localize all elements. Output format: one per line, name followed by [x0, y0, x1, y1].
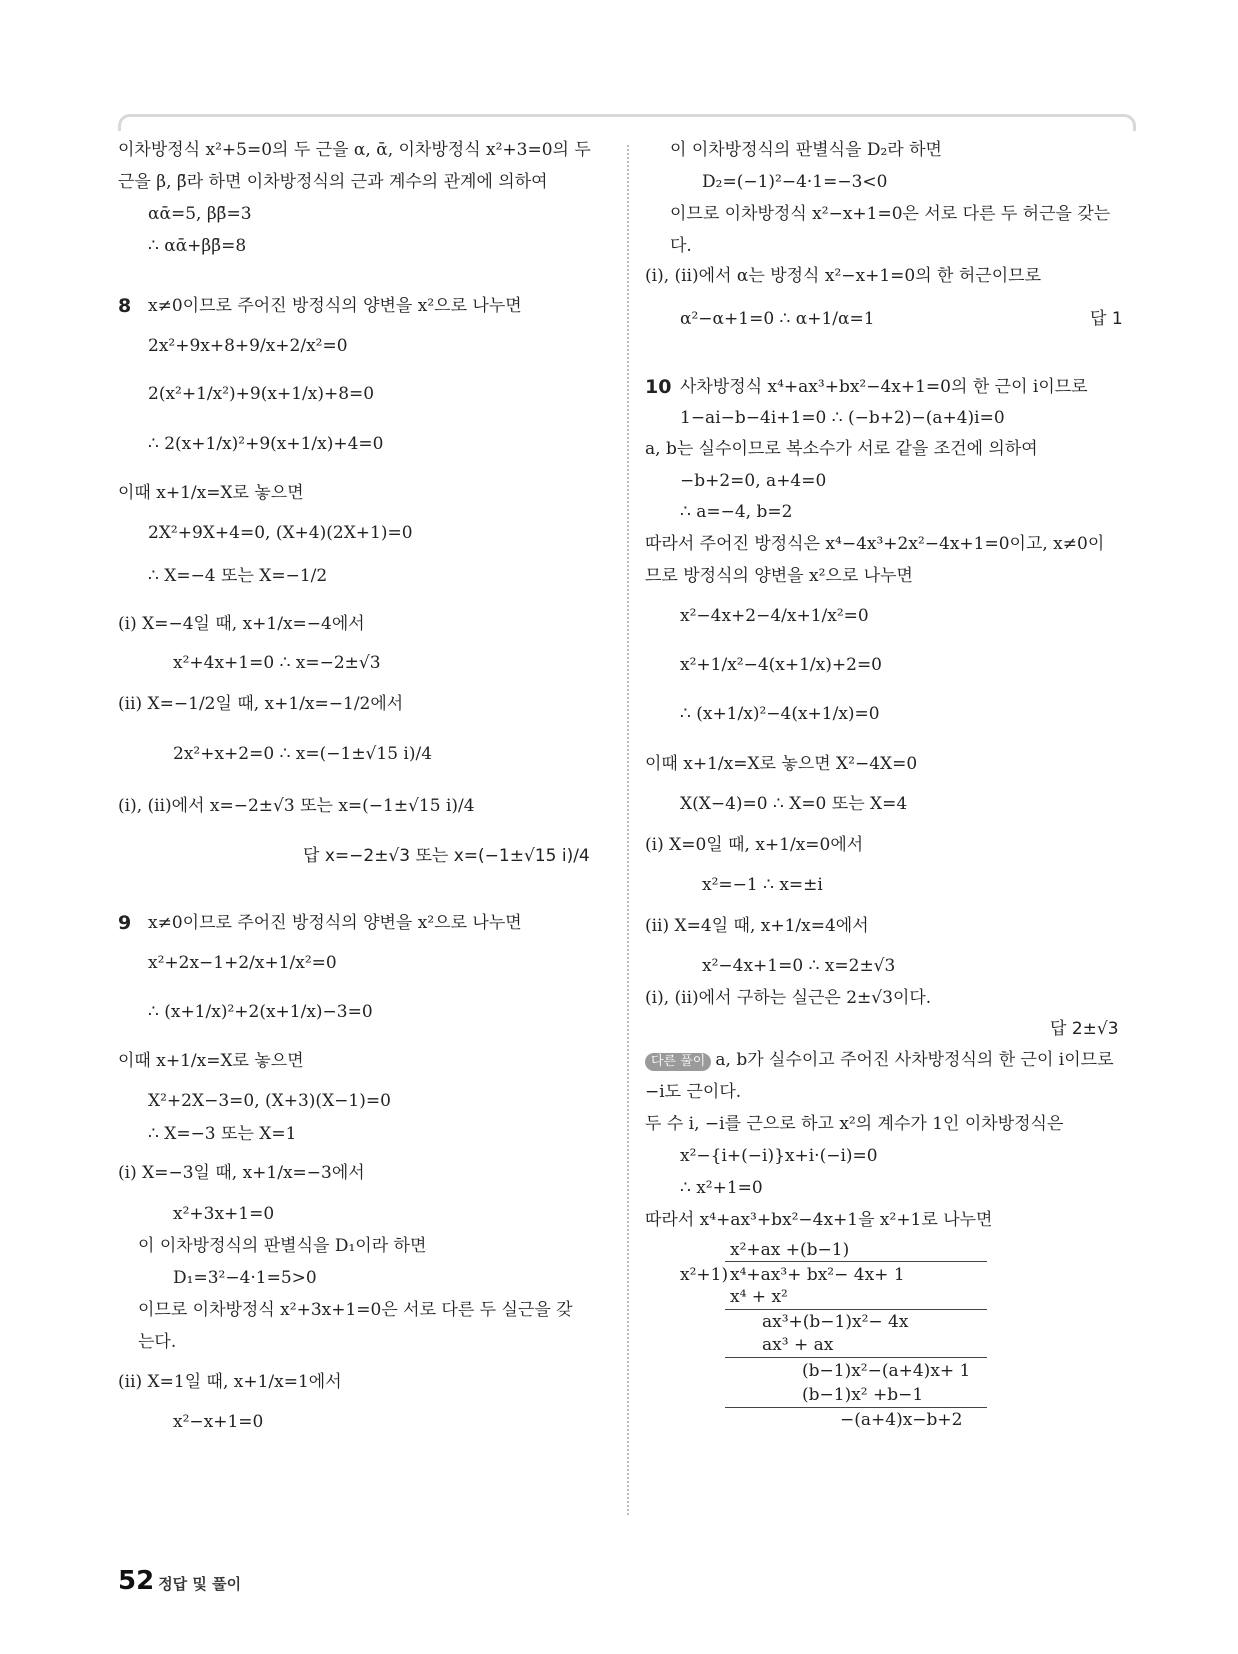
equation-line: α²−α+1=0 ∴ α+1/α=1 — [680, 309, 875, 329]
solution-line: 이므로 이차방정식 x²−x+1=0은 서로 다른 두 허근을 갖는 — [670, 204, 1111, 224]
division-rule — [725, 1407, 987, 1408]
solution-line: 이때 x+1/x=X로 놓으면 — [118, 1051, 304, 1071]
solution-line: x≠0이므로 주어진 방정식의 양변을 x²으로 나누면 — [148, 296, 522, 316]
answer-box: 답 2±√3 — [1050, 1019, 1119, 1039]
equation-line: 2(x²+1/x²)+9(x+1/x)+8=0 — [148, 384, 375, 404]
equation-line: x²−4x+2−4/x+1/x²=0 — [680, 606, 869, 626]
equation-line: ∴ (x+1/x)²−4(x+1/x)=0 — [680, 704, 880, 724]
solution-line: 는다. — [138, 1332, 177, 1352]
equation-line: ∴ 2(x+1/x)²+9(x+1/x)+4=0 — [148, 434, 384, 454]
equation-line: 2x²+9x+8+9/x+2/x²=0 — [148, 336, 348, 356]
intro-line: 근을 β, β̄라 하면 이차방정식의 근과 계수의 관계에 의하여 — [118, 172, 548, 192]
top-border — [118, 114, 1136, 131]
equation-line: X²+2X−3=0, (X+3)(X−1)=0 — [148, 1091, 391, 1111]
intro-line: ∴ αᾱ+ββ̄=8 — [148, 236, 247, 256]
intro-line: 이차방정식 x²+5=0의 두 근을 α, ᾱ, 이차방정식 x²+3=0의 두 — [118, 140, 591, 160]
division-bar — [725, 1261, 987, 1262]
division-row: x⁴ + x² — [730, 1287, 788, 1307]
solution-line: 따라서 주어진 방정식은 x⁴−4x³+2x²−4x+1=0이고, x≠0이 — [645, 534, 1105, 554]
division-divisor: x²+1) — [680, 1265, 729, 1285]
equation-line: 2X²+9X+4=0, (X+4)(2X+1)=0 — [148, 523, 413, 543]
solution-line: 이 이차방정식의 판별식을 D₂라 하면 — [670, 140, 942, 160]
intro-line: αᾱ=5, ββ̄=3 — [148, 204, 252, 224]
alt-solution-line — [645, 1049, 1114, 1071]
division-quotient: x²+ax +(b−1) — [730, 1240, 850, 1260]
solution-line: x≠0이므로 주어진 방정식의 양변을 x²으로 나누면 — [148, 913, 522, 933]
division-rule — [725, 1357, 987, 1358]
answer-box: 답 x=−2±√3 또는 x=(−1±√15 i)/4 — [303, 846, 590, 866]
case-line: (ⅰ) X=0일 때, x+1/x=0에서 — [645, 835, 864, 855]
page-number: 52 — [118, 1566, 155, 1596]
equation-line: x²−4x+1=0 ∴ x=2±√3 — [702, 956, 896, 976]
division-remainder: −(a+4)x−b+2 — [840, 1410, 963, 1430]
alt-solution-line: −i도 근이다. — [645, 1082, 742, 1102]
problem-number: 10 — [645, 376, 672, 398]
equation-line: D₁=3²−4·1=5>0 — [173, 1268, 317, 1288]
equation-line: ∴ (x+1/x)²+2(x+1/x)−3=0 — [148, 1002, 373, 1022]
answer-box: 답 1 — [1090, 309, 1123, 329]
equation-line: ∴ X=−3 또는 X=1 — [148, 1124, 297, 1144]
equation-line: x²−x+1=0 — [173, 1412, 264, 1432]
division-row: ax³+(b−1)x²− 4x — [762, 1312, 909, 1332]
solution-line: 다. — [670, 236, 692, 256]
problem-number: 8 — [118, 295, 132, 317]
division-row: x⁴+ax³+ bx²− 4x+ 1 — [730, 1265, 905, 1285]
equation-line: ∴ a=−4, b=2 — [680, 502, 793, 522]
division-row: (b−1)x² +b−1 — [802, 1385, 924, 1405]
equation-line: x²+1/x²−4(x+1/x)+2=0 — [680, 655, 882, 675]
equation-line: X(X−4)=0 ∴ X=0 또는 X=4 — [680, 794, 908, 814]
solution-line: 사차방정식 x⁴+ax³+bx²−4x+1=0의 한 근이 i이므로 — [680, 377, 1088, 397]
case-line: (ⅰ) X=−4일 때, x+1/x=−4에서 — [118, 614, 365, 634]
equation-line: x²+4x+1=0 ∴ x=−2±√3 — [173, 653, 381, 673]
solution-line: 이때 x+1/x=X로 놓으면 X²−4X=0 — [645, 754, 918, 774]
equation-line: 2x²+x+2=0 ∴ x=(−1±√15 i)/4 — [173, 744, 433, 764]
solution-line: 이때 x+1/x=X로 놓으면 — [118, 483, 304, 503]
division-rule — [725, 1309, 987, 1310]
equation-line: x²−{i+(−i)}x+i·(−i)=0 — [680, 1146, 878, 1166]
alt-solution-tag: 다른 풀이 — [645, 1053, 711, 1071]
solution-line: 므로 방정식의 양변을 x²으로 나누면 — [645, 566, 913, 586]
case-line: (ⅱ) X=1일 때, x+1/x=1에서 — [118, 1372, 342, 1392]
equation-line: x²+2x−1+2/x+1/x²=0 — [148, 953, 337, 973]
equation-line: D₂=(−1)²−4·1=−3<0 — [702, 172, 888, 192]
solution-line: 이 이차방정식의 판별식을 D₁이라 하면 — [138, 1236, 427, 1256]
alt-solution-line: 따라서 x⁴+ax³+bx²−4x+1을 x²+1로 나누면 — [645, 1210, 993, 1230]
equation-line: −b+2=0, a+4=0 — [680, 471, 827, 491]
page-footer — [118, 1566, 241, 1596]
case-line: (ⅰ) X=−3일 때, x+1/x=−3에서 — [118, 1163, 365, 1183]
solution-line: a, b는 실수이므로 복소수가 서로 같을 조건에 의하여 — [645, 439, 1038, 459]
case-line: (ⅱ) X=4일 때, x+1/x=4에서 — [645, 916, 869, 936]
solution-line: (ⅰ), (ⅱ)에서 α는 방정식 x²−x+1=0의 한 허근이므로 — [645, 266, 1041, 286]
solution-line: (ⅰ), (ⅱ)에서 구하는 실근은 2±√3이다. — [645, 988, 932, 1008]
equation-line: ∴ X=−4 또는 X=−1/2 — [148, 566, 328, 586]
alt-solution-line: 두 수 i, −i를 근으로 하고 x²의 계수가 1인 이차방정식은 — [645, 1114, 1064, 1134]
footer-title: 정답 및 풀이 — [158, 1575, 242, 1593]
alt-line-text: a, b가 실수이고 주어진 사차방정식의 한 근이 i이므로 — [715, 1050, 1114, 1070]
column-divider — [627, 145, 629, 1515]
division-row: ax³ + ax — [762, 1335, 834, 1355]
case-line: (ⅱ) X=−1/2일 때, x+1/x=−1/2에서 — [118, 694, 404, 714]
solution-line: 이므로 이차방정식 x²+3x+1=0은 서로 다른 두 실근을 갖 — [138, 1300, 573, 1320]
problem-number: 9 — [118, 912, 132, 934]
equation-line: x²+3x+1=0 — [173, 1204, 275, 1224]
equation-line: ∴ x²+1=0 — [680, 1178, 763, 1198]
equation-line: x²=−1 ∴ x=±i — [702, 875, 823, 895]
equation-line: 1−ai−b−4i+1=0 ∴ (−b+2)−(a+4)i=0 — [680, 408, 1005, 428]
solution-line: (ⅰ), (ⅱ)에서 x=−2±√3 또는 x=(−1±√15 i)/4 — [118, 796, 475, 816]
division-row: (b−1)x²−(a+4)x+ 1 — [802, 1361, 971, 1381]
